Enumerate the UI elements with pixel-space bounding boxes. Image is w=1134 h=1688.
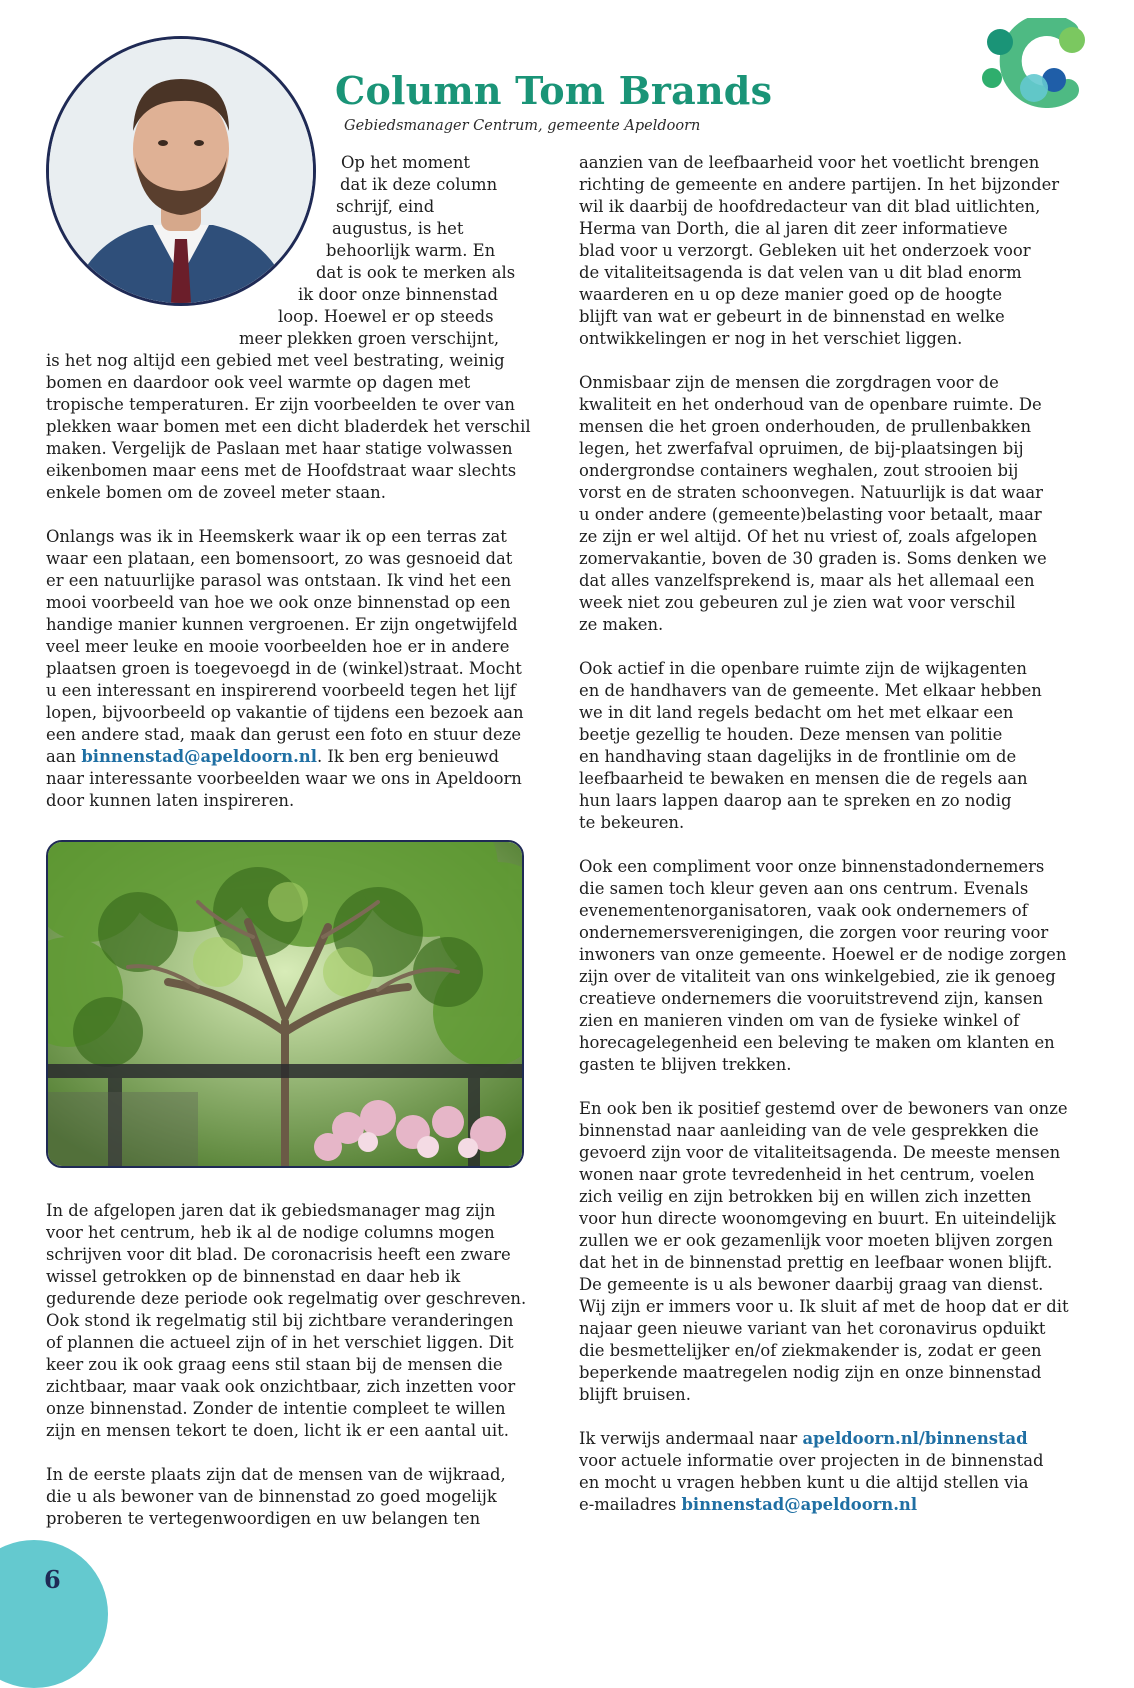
right-line: legen, het zwerfafval opruimen, de bij-plaatsingen bij — [579, 439, 1024, 458]
left-line: meer plekken groen verschijnt, — [239, 329, 500, 348]
left-line: mooi voorbeeld van hoe we ook onze binnenstad op een — [46, 593, 511, 612]
column-title: Column Tom Brands — [335, 68, 773, 113]
right-line: Wij zijn er immers voor u. Ik sluit af met de hoop dat er dit — [579, 1297, 1069, 1316]
right-line: voor hun directe woonomgeving en buurt. En uiteindelijk — [579, 1209, 1056, 1228]
right-line: Ook actief in die openbare ruimte zijn de wijkagenten — [579, 659, 1027, 678]
right-line: Ook een compliment voor onze binnenstadondernemers — [579, 857, 1045, 876]
right-line: Ik verwijs andermaal naar apeldoorn.nl/binnenstad — [579, 1429, 1028, 1448]
right-line: En ook ben ik positief gestemd over de bewoners van onze — [579, 1099, 1068, 1118]
left-line: schrijven voor dit blad. De coronacrisis heeft een zware — [46, 1245, 511, 1264]
plane-tree-photo — [46, 840, 524, 1168]
left-line: augustus, is het — [332, 219, 464, 238]
left-line: waar een plataan, een bomensoort, zo was gesnoeid dat — [46, 549, 513, 568]
email-link[interactable]: binnenstad@apeldoorn.nl — [81, 747, 317, 766]
left-line: keer zou ik ook graag eens stil staan bij de mensen die — [46, 1355, 503, 1374]
right-line: De gemeente is u als bewoner daarbij graag van dienst. — [579, 1275, 1044, 1294]
email-link[interactable]: binnenstad@apeldoorn.nl — [681, 1495, 918, 1514]
right-line: ze zijn er wel altijd. Of het nu vriest of, zoals afgelopen — [579, 527, 1038, 546]
right-line: beetje gezellig te houden. Deze mensen van politie — [579, 725, 1003, 744]
right-line: u onder andere (gemeente)belasting voor betaalt, maar — [579, 505, 1042, 524]
right-line: evenementenorganisatoren, vaak ook ondernemers of — [579, 901, 1028, 920]
left-line: proberen te vertegenwoordigen en uw belangen ten — [46, 1509, 481, 1528]
right-line: Herma van Dorth, die al jaren dit zeer informatieve — [579, 219, 1008, 238]
left-line: Onlangs was ik in Heemskerk waar ik op een terras zat — [46, 527, 507, 546]
left-line: er een natuurlijke parasol was ontstaan. Ik vind het een — [46, 571, 512, 590]
right-line: inwoners van onze gemeente. Hoewel er de nodige zorgen — [579, 945, 1067, 964]
left-line: enkele bomen om de zoveel meter staan. — [46, 483, 386, 502]
left-line: veel meer leuke en mooie voorbeelden hoe er in andere — [46, 637, 510, 656]
left-line: voor het centrum, heb ik al de nodige columns mogen — [46, 1223, 495, 1242]
right-line: gasten te blijven trekken. — [579, 1055, 792, 1074]
left-line: schrijf, eind — [336, 197, 435, 216]
right-line: ze maken. — [579, 615, 664, 634]
right-line: zijn over de vitaliteit van ons winkelgebied, zie ik genoeg — [579, 967, 1056, 986]
portrait-photo — [46, 36, 316, 306]
left-line: handige manier kunnen vergroenen. Er zijn ongetwijfeld — [46, 615, 518, 634]
left-line: zijn en mensen tekort te doen, licht ik er een aantal uit. — [46, 1421, 509, 1440]
left-line: naar interessante voorbeelden waar we ons in Apeldoorn — [46, 769, 522, 788]
right-line: we in dit land regels bedacht om het met elkaar een — [579, 703, 1014, 722]
author-subtitle: Gebiedsmanager Centrum, gemeente Apeldoorn — [344, 118, 701, 134]
right-line: horecagelegenheid een beleving te maken om klanten en — [579, 1033, 1055, 1052]
left-line: plaatsen groen is toegevoegd in de (winkel)straat. Mocht — [46, 659, 522, 678]
left-line: dat ik deze column — [340, 175, 498, 194]
left-line: u een interessant en inspirerend voorbeeld tegen het lijf — [46, 681, 516, 700]
right-line: richting de gemeente en andere partijen. In het bijzonder — [579, 175, 1060, 194]
right-line: e-mailadres binnenstad@apeldoorn.nl — [579, 1495, 918, 1514]
left-line: behoorlijk warm. En — [326, 241, 496, 260]
left-line: dat is ook te merken als — [316, 263, 516, 282]
right-line: zich veilig en zijn betrokken bij en willen zich inzetten — [579, 1187, 1032, 1206]
gemeente-logo-icon — [980, 18, 1100, 108]
left-line: ik door onze binnenstad — [298, 285, 498, 304]
left-line: onze binnenstad. Zonder de intentie compleet te willen — [46, 1399, 506, 1418]
right-line: najaar geen nieuwe variant van het coronavirus opduikt — [579, 1319, 1046, 1338]
left-line: maken. Vergelijk de Paslaan met haar statige volwassen — [46, 439, 513, 458]
left-line: gedurende deze periode ook regelmatig over geschreven. — [46, 1289, 527, 1308]
right-line: ontwikkelingen er nog in het verschiet liggen. — [579, 329, 963, 348]
left-line: Ook stond ik regelmatig stil bij zichtbare veranderingen — [46, 1311, 514, 1330]
right-line: zullen we er ook gezamenlijk voor moeten blijven zorgen — [579, 1231, 1053, 1250]
left-line: of plannen die actueel zijn of in het verschiet liggen. Dit — [46, 1333, 514, 1352]
left-line: lopen, bijvoorbeeld op vakantie of tijdens een bezoek aan — [46, 703, 524, 722]
left-line: Op het moment — [341, 153, 470, 172]
right-line: ondernemersverenigingen, die zorgen voor reuring voor — [579, 923, 1049, 942]
right-line: zien en manieren vinden om van de fysieke winkel of — [579, 1011, 1020, 1030]
right-line: en handhaving staan dagelijks in de frontlinie om de — [579, 747, 1017, 766]
right-line: voor actuele informatie over projecten in de binnenstad — [579, 1451, 1044, 1470]
website-link[interactable]: apeldoorn.nl/binnenstad — [802, 1429, 1028, 1448]
right-line: wonen naar grote tevredenheid in het centrum, voelen — [579, 1165, 1035, 1184]
right-line: week niet zou gebeuren zul je zien wat voor verschil — [579, 593, 1016, 612]
right-line: leefbaarheid te bewaken en mensen die de regels aan — [579, 769, 1028, 788]
left-line: tropische temperaturen. Er zijn voorbeelden te over van — [46, 395, 515, 414]
left-line: een andere stad, maak dan gerust een foto en stuur deze — [46, 725, 522, 744]
right-line: Onmisbaar zijn de mensen die zorgdragen voor de — [579, 373, 999, 392]
left-line: wissel getrokken op de binnenstad en daar heb ik — [46, 1267, 461, 1286]
left-line: zichtbaar, maar vaak ook onzichtbaar, zich inzetten voor — [46, 1377, 516, 1396]
right-line: die besmettelijker en/of ziekmakender is, zodat er geen — [579, 1341, 1042, 1360]
right-line: en mocht u vragen hebben kunt u die altijd stellen via — [579, 1473, 1029, 1492]
right-line: te bekeuren. — [579, 813, 685, 832]
left-line: plekken waar bomen met een dicht bladerdek het verschil — [46, 417, 531, 436]
right-line: waarderen en u op deze manier goed op de hoogte — [579, 285, 1003, 304]
right-line: vorst en de straten schoonvegen. Natuurlijk is dat waar — [579, 483, 1043, 502]
right-line: blijft bruisen. — [579, 1385, 691, 1404]
left-line: door kunnen laten inspireren. — [46, 791, 295, 810]
left-line: In de afgelopen jaren dat ik gebiedsmanager mag zijn — [46, 1201, 496, 1220]
page-number-badge — [0, 1540, 108, 1688]
right-line: die samen toch kleur geven aan ons centrum. Evenals — [579, 879, 1029, 898]
right-line: creatieve ondernemers die vooruitstrevend zijn, kansen — [579, 989, 1044, 1008]
left-line: bomen en daardoor ook veel warmte op dagen met — [46, 373, 471, 392]
right-line: wil ik daarbij de hoofdredacteur van dit blad uitlichten, — [579, 197, 1041, 216]
right-line: kwaliteit en het onderhoud van de openbare ruimte. De — [579, 395, 1042, 414]
right-line: aanzien van de leefbaarheid voor het voetlicht brengen — [579, 153, 1040, 172]
right-line: beperkende maatregelen nodig zijn en onze binnenstad — [579, 1363, 1042, 1382]
right-line: dat het in de binnenstad prettig en leefbaar wonen blijft. — [579, 1253, 1053, 1272]
left-line: In de eerste plaats zijn dat de mensen van de wijkraad, — [46, 1465, 506, 1484]
right-line: binnenstad naar aanleiding van de vele gesprekken die — [579, 1121, 1039, 1140]
page-number: 6 — [44, 1565, 61, 1594]
left-line: loop. Hoewel er op steeds — [278, 307, 494, 326]
right-line: blijft van wat er gebeurt in de binnenstad en welke — [579, 307, 1005, 326]
right-line: zomervakantie, boven de 30 graden is. Soms denken we — [579, 549, 1047, 568]
right-line: ondergrondse containers weghalen, zout strooien bij — [579, 461, 1019, 480]
right-line: blad voor u verzorgt. Gebleken uit het onderzoek voor — [579, 241, 1031, 260]
right-line: gevoerd zijn voor de vitaliteitsagenda. De meeste mensen — [579, 1143, 1061, 1162]
right-line: de vitaliteitsagenda is dat velen van u dit blad enorm — [579, 263, 1022, 282]
right-line: mensen die het groen onderhouden, de prullenbakken — [579, 417, 1032, 436]
right-line: hun laars lappen daarop aan te spreken en zo nodig — [579, 791, 1012, 810]
left-line: is het nog altijd een gebied met veel bestrating, weinig — [46, 351, 505, 370]
left-line: eikenbomen maar eens met de Hoofdstraat waar slechts — [46, 461, 517, 480]
left-line: die u als bewoner van de binnenstad zo goed mogelijk — [46, 1487, 497, 1506]
right-line: en de handhavers van de gemeente. Met elkaar hebben — [579, 681, 1042, 700]
left-line: aan binnenstad@apeldoorn.nl. Ik ben erg benieuwd — [46, 747, 499, 766]
right-line: dat alles vanzelfsprekend is, maar als het allemaal een — [579, 571, 1035, 590]
